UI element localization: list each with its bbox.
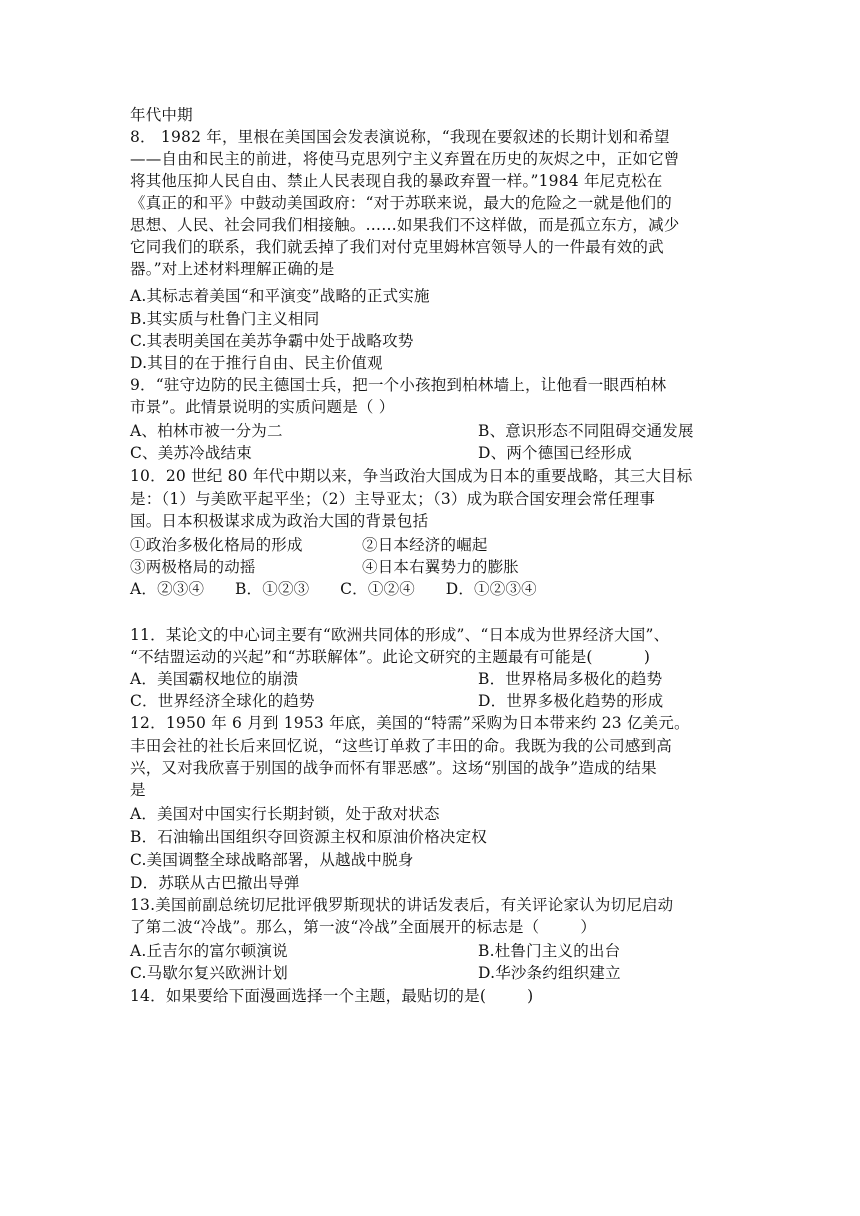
q11-option-a: A．美国霸权地位的崩溃 [130, 670, 299, 688]
q14-stem-line: 14．如果要给下面漫画选择一个主题，最贴切的是( ) [130, 987, 534, 1005]
q10-item-3: ③两极格局的动摇 [130, 558, 256, 576]
q8-stem-line: 器。”对上述材料理解正确的是 [130, 260, 335, 278]
q8-stem-line: 思想、人民、社会同我们相接触。……如果我们不这样做，而是孤立东方，减少 [130, 216, 680, 234]
q9-option-d: D、两个德国已经形成 [478, 444, 632, 462]
q11-option-d: D．世界多极化趋势的形成 [478, 692, 664, 710]
q13-stem-line: 了第二波“冷战”。那么，第一波“冷战”全面展开的标志是（ ） [130, 918, 597, 936]
q13-option-b: B.杜鲁门主义的出台 [478, 942, 621, 960]
q10-item-1: ①政治多极化格局的形成 [130, 536, 303, 554]
continued-text: 年代中期 [130, 106, 193, 124]
q11-stem-line: 11．某论文的中心词主要有“欧洲共同体的形成”、“日本成为世界经济大国”、 [130, 626, 670, 644]
q11-stem-line: “不结盟运动的兴起”和“苏联解体”。此论文研究的主题最有可能是( ) [130, 648, 651, 666]
q13-option-d: D.华沙条约组织建立 [478, 964, 621, 982]
q9-stem-line: 市景”。此情景说明的实质问题是（ ） [130, 398, 395, 416]
q8-option-a: A.其标志着美国“和平演变”战略的正式实施 [130, 287, 430, 305]
q8-option-c: C.其表明美国在美苏争霸中处于战略攻势 [130, 332, 414, 350]
q10-options: A．②③④ B．①②③ C．①②④ D．①②③④ [130, 580, 537, 598]
q10-stem-line: 国。日本积极谋求成为政治大国的背景包括 [130, 512, 429, 530]
q8-stem-line: 8． 1982 年，里根在美国国会发表演说称，“我现在要叙述的长期计划和希望 [130, 128, 670, 146]
q10-item-2: ②日本经济的崛起 [362, 536, 488, 554]
q12-option-d: D．苏联从古巴撤出导弹 [130, 874, 300, 892]
q11-option-c: C．世界经济全球化的趋势 [130, 692, 315, 710]
q9-option-c: C、美苏冷战结束 [130, 444, 252, 462]
q11-option-b: B．世界格局多极化的趋势 [478, 670, 663, 688]
q9-stem-line: 9．“驻守边防的民主德国士兵，把一个小孩抱到柏林墙上，让他看一眼西柏林 [130, 376, 667, 394]
q13-option-c: C.马歇尔复兴欧洲计划 [130, 964, 288, 982]
q8-option-d: D.其目的在于推行自由、民主价值观 [130, 354, 383, 372]
q12-option-b: B．石油输出国组织夺回资源主权和原油价格决定权 [130, 828, 487, 846]
q12-stem-line: 兴，又对我欣喜于别国的战争而怀有罪恶感”。这场“别国的战争”造成的结果 [130, 759, 657, 777]
q12-option-a: A．美国对中国实行长期封锁，处于敌对状态 [130, 805, 440, 823]
q8-option-b: B.其实质与杜鲁门主义相同 [130, 310, 320, 328]
q8-stem-line: 将其他压抑人民自由、禁止人民表现自我的暴政弃置一样。”1984 年尼克松在 [130, 172, 663, 190]
q10-stem-line: 10．20 世纪 80 年代中期以来，争当政治大国成为日本的重要战略，其三大目标 [130, 467, 693, 485]
q12-stem-line: 是 [130, 781, 146, 799]
q12-stem-line: 丰田会社的社长后来回忆说，“这些订单救了丰田的命。我既为我的公司感到高 [130, 737, 672, 755]
q8-stem-line: ——自由和民主的前进，将使马克思列宁主义弃置在历史的灰烬之中，正如它曾 [130, 150, 680, 168]
q13-stem-line: 13.美国前副总统切尼批评俄罗斯现状的讲话发表后，有关评论家认为切尼启动 [130, 896, 674, 914]
q12-stem-line: 12．1950 年 6 月到 1953 年底，美国的“特需”采购为日本带来约 23 亿美元。 [130, 714, 690, 732]
q9-option-a: A、柏林市被一分为二 [130, 422, 283, 440]
q12-option-c: C.美国调整全球战略部署，从越战中脱身 [130, 851, 414, 869]
q9-option-b: B、意识形态不同阻碍交通发展 [478, 422, 694, 440]
q10-item-4: ④日本右翼势力的膨胀 [362, 558, 520, 576]
q8-stem-line: 《真正的和平》中鼓动美国政府：“对于苏联来说，最大的危险之一就是他们的 [130, 194, 672, 212]
q13-option-a: A.丘吉尔的富尔顿演说 [130, 942, 288, 960]
q8-stem-line: 它同我们的联系，我们就丢掉了我们对付克里姆林宫领导人的一件最有效的武 [130, 238, 664, 256]
q10-stem-line: 是：（1）与美欧平起平坐；（2）主导亚太；（3）成为联合国安理会常任理事 [130, 490, 656, 508]
